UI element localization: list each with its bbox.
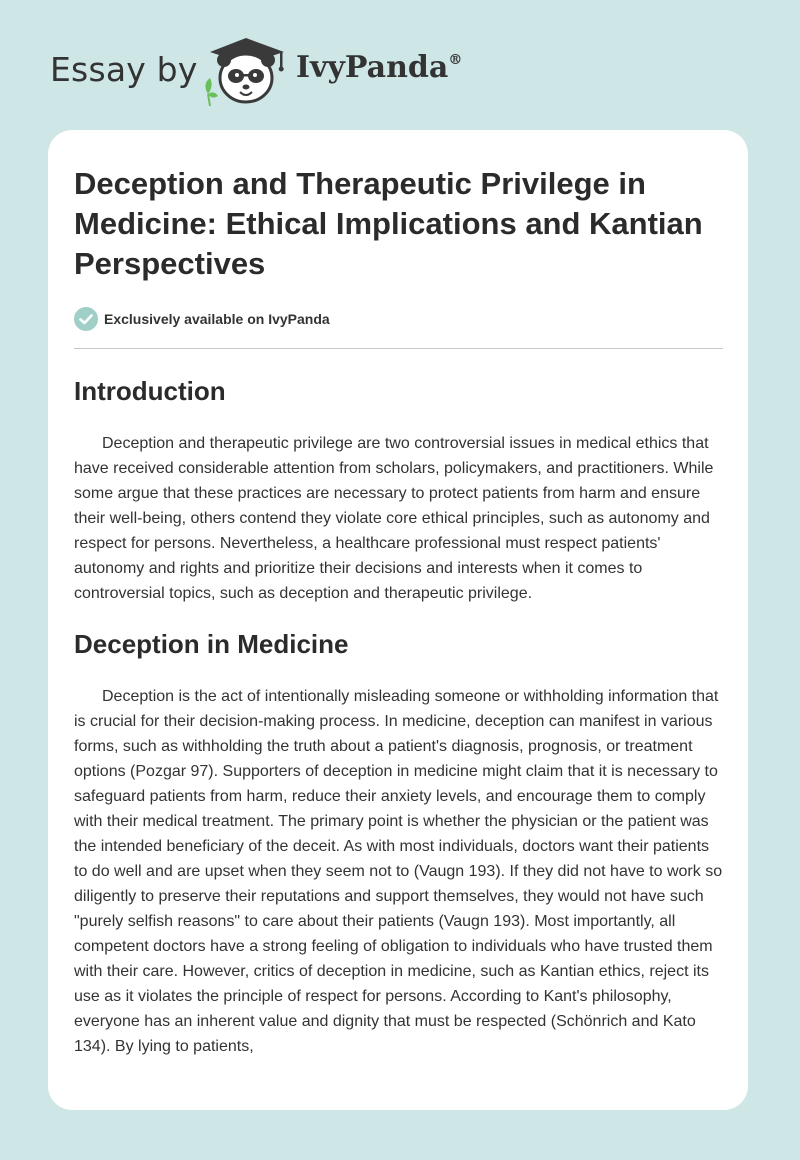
- section-heading-introduction: Introduction: [74, 376, 226, 406]
- brand-name[interactable]: [296, 50, 462, 85]
- brand-name-text: IvyPanda: [296, 50, 449, 85]
- exclusive-badge-label: Exclusively available on IvyPanda: [104, 311, 330, 327]
- exclusive-badge: [74, 306, 722, 332]
- introduction-paragraph: Deception and therapeutic privilege are two controversial issues in medical ethics that have received considerable attention from scholars, policymakers, and practitioners. While some argue that these practices are necessary to protect patients from harm and ensure their well-being, others contend they violate core ethical principles, such as autonomy and respect for persons. Nevertheless, a healthcare professional must respect patients' autonomy and rights and prioritize their decisions and interests when it comes to controversial topics, such as deception and therapeutic privilege.: [74, 435, 714, 602]
- panda-graduate-logo-icon[interactable]: [200, 32, 292, 110]
- site-header: [0, 0, 800, 130]
- essay-card: [48, 130, 748, 1110]
- section-heading-deception: Deception in Medicine: [74, 629, 349, 659]
- divider: [74, 348, 723, 349]
- brand-prefix: Essay by: [50, 50, 198, 89]
- registered-mark: ®: [448, 52, 463, 68]
- deception-paragraph: Deception is the act of intentionally misleading someone or withholding information that is crucial for their decision-making process. In medicine, deception can manifest in various forms, such as withholding the truth about a patient's diagnosis, prognosis, or treatment options (Pozgar 97). Supporters of deception in medicine might claim that it is necessary to safeguard patients from harm, reduce their anxiety levels, and encourage them to comply with their medical treatment. The primary point is whether the physician or the patient was the intended beneficiary of the deceit. As with most individuals, doctors want their patients to do well and are upset when they seem not to (Vaugn 193). If they did not have to work so diligently to preserve their reputations and support themselves, they would not have such "purely selfish reasons" to care about their patients (Vaugn 193). Most importantly, all competent doctors have a strong feeling of obligation to individuals who have trusted them with their care. However, critics of deception in medicine, such as Kantian ethics, reject its use as it violates the principle of respect for persons. According to Kant's philosophy, everyone has an inherent value and dignity that must be respected (Schönrich and Kato 134). By lying to patients,: [74, 688, 723, 1055]
- checkmark-badge-icon: [74, 307, 98, 331]
- essay-title: Deception and Therapeutic Privilege in Medicine: Ethical Implications and Kantian Perspectives: [74, 166, 703, 281]
